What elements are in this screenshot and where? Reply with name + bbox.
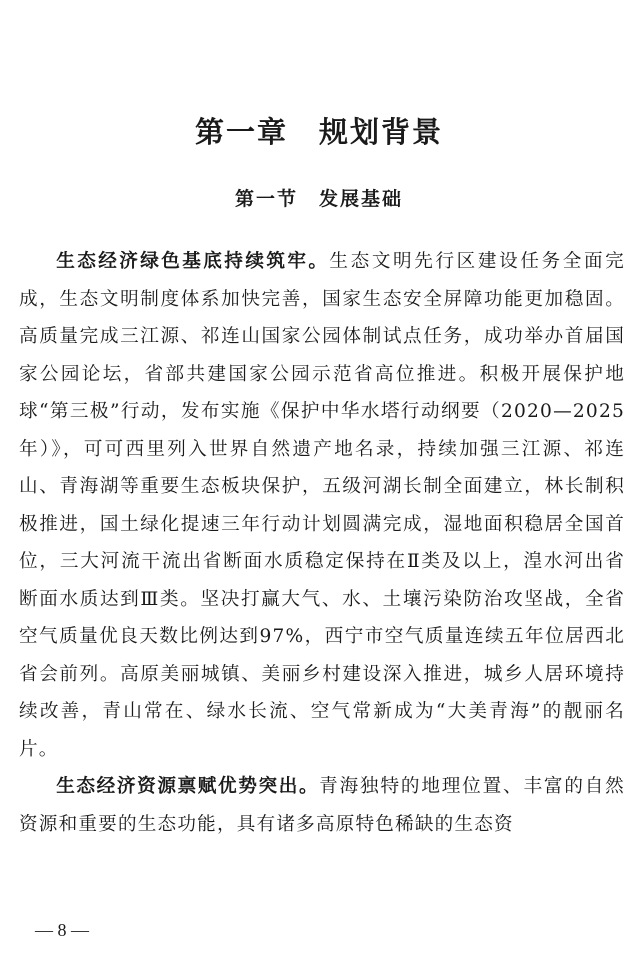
paragraph: [19, 768, 625, 843]
paragraph-text: 青海独特的地理位置、丰富的自然资源和重要的生态功能，具有诸多高原特色稀缺的生态资: [19, 776, 625, 835]
paragraph-text: 生态文明先行区建设任务全面完成，生态文明制度体系加快完善，国家生态安全屏障功能更加稳固。高质量完成三江源、祁连山国家公园体制试点任务，成功举办首届国家公园论坛，省部共建国家公园示范省高位推进。积极开展保护地球“第三极”行动，发布实施《保护中华水塔行动纲要（2020—2025年）》，可可西里列入世界自然遗产地名录，持续加强三江源、祁连山、青海湖等重要生态板块保护，五级河湖长制全面建立，林长制积极推进，国土绿化提速三年行动计划圆满完成，湿地面积稳居全国首位，三大河流干流出省断面水质稳定保持在Ⅱ类及以上，湟水河出省断面水质达到Ⅲ类。坚决打赢大气、水、土壤污染防治攻坚战，全省空气质量优良天数比例达到97%，西宁市空气质量连续五年位居西北省会前列。高原美丽城镇、美丽乡村建设深入推进，城乡人居环境持续改善，青山常在、绿水长流、空气常新成为“大美青海”的靓丽名片。: [19, 251, 625, 760]
body-text: [19, 243, 625, 843]
page-number: — 8 —: [35, 920, 89, 940]
chapter-title: 第一章 规划背景: [194, 115, 443, 149]
paragraph-lead: 生态经济资源禀赋优势突出。: [56, 776, 320, 797]
paragraph-lead: 生态经济绿色基底持续筑牢。: [56, 251, 330, 272]
section-title: 第一节 发展基础: [234, 188, 403, 210]
paragraph: [19, 243, 625, 768]
